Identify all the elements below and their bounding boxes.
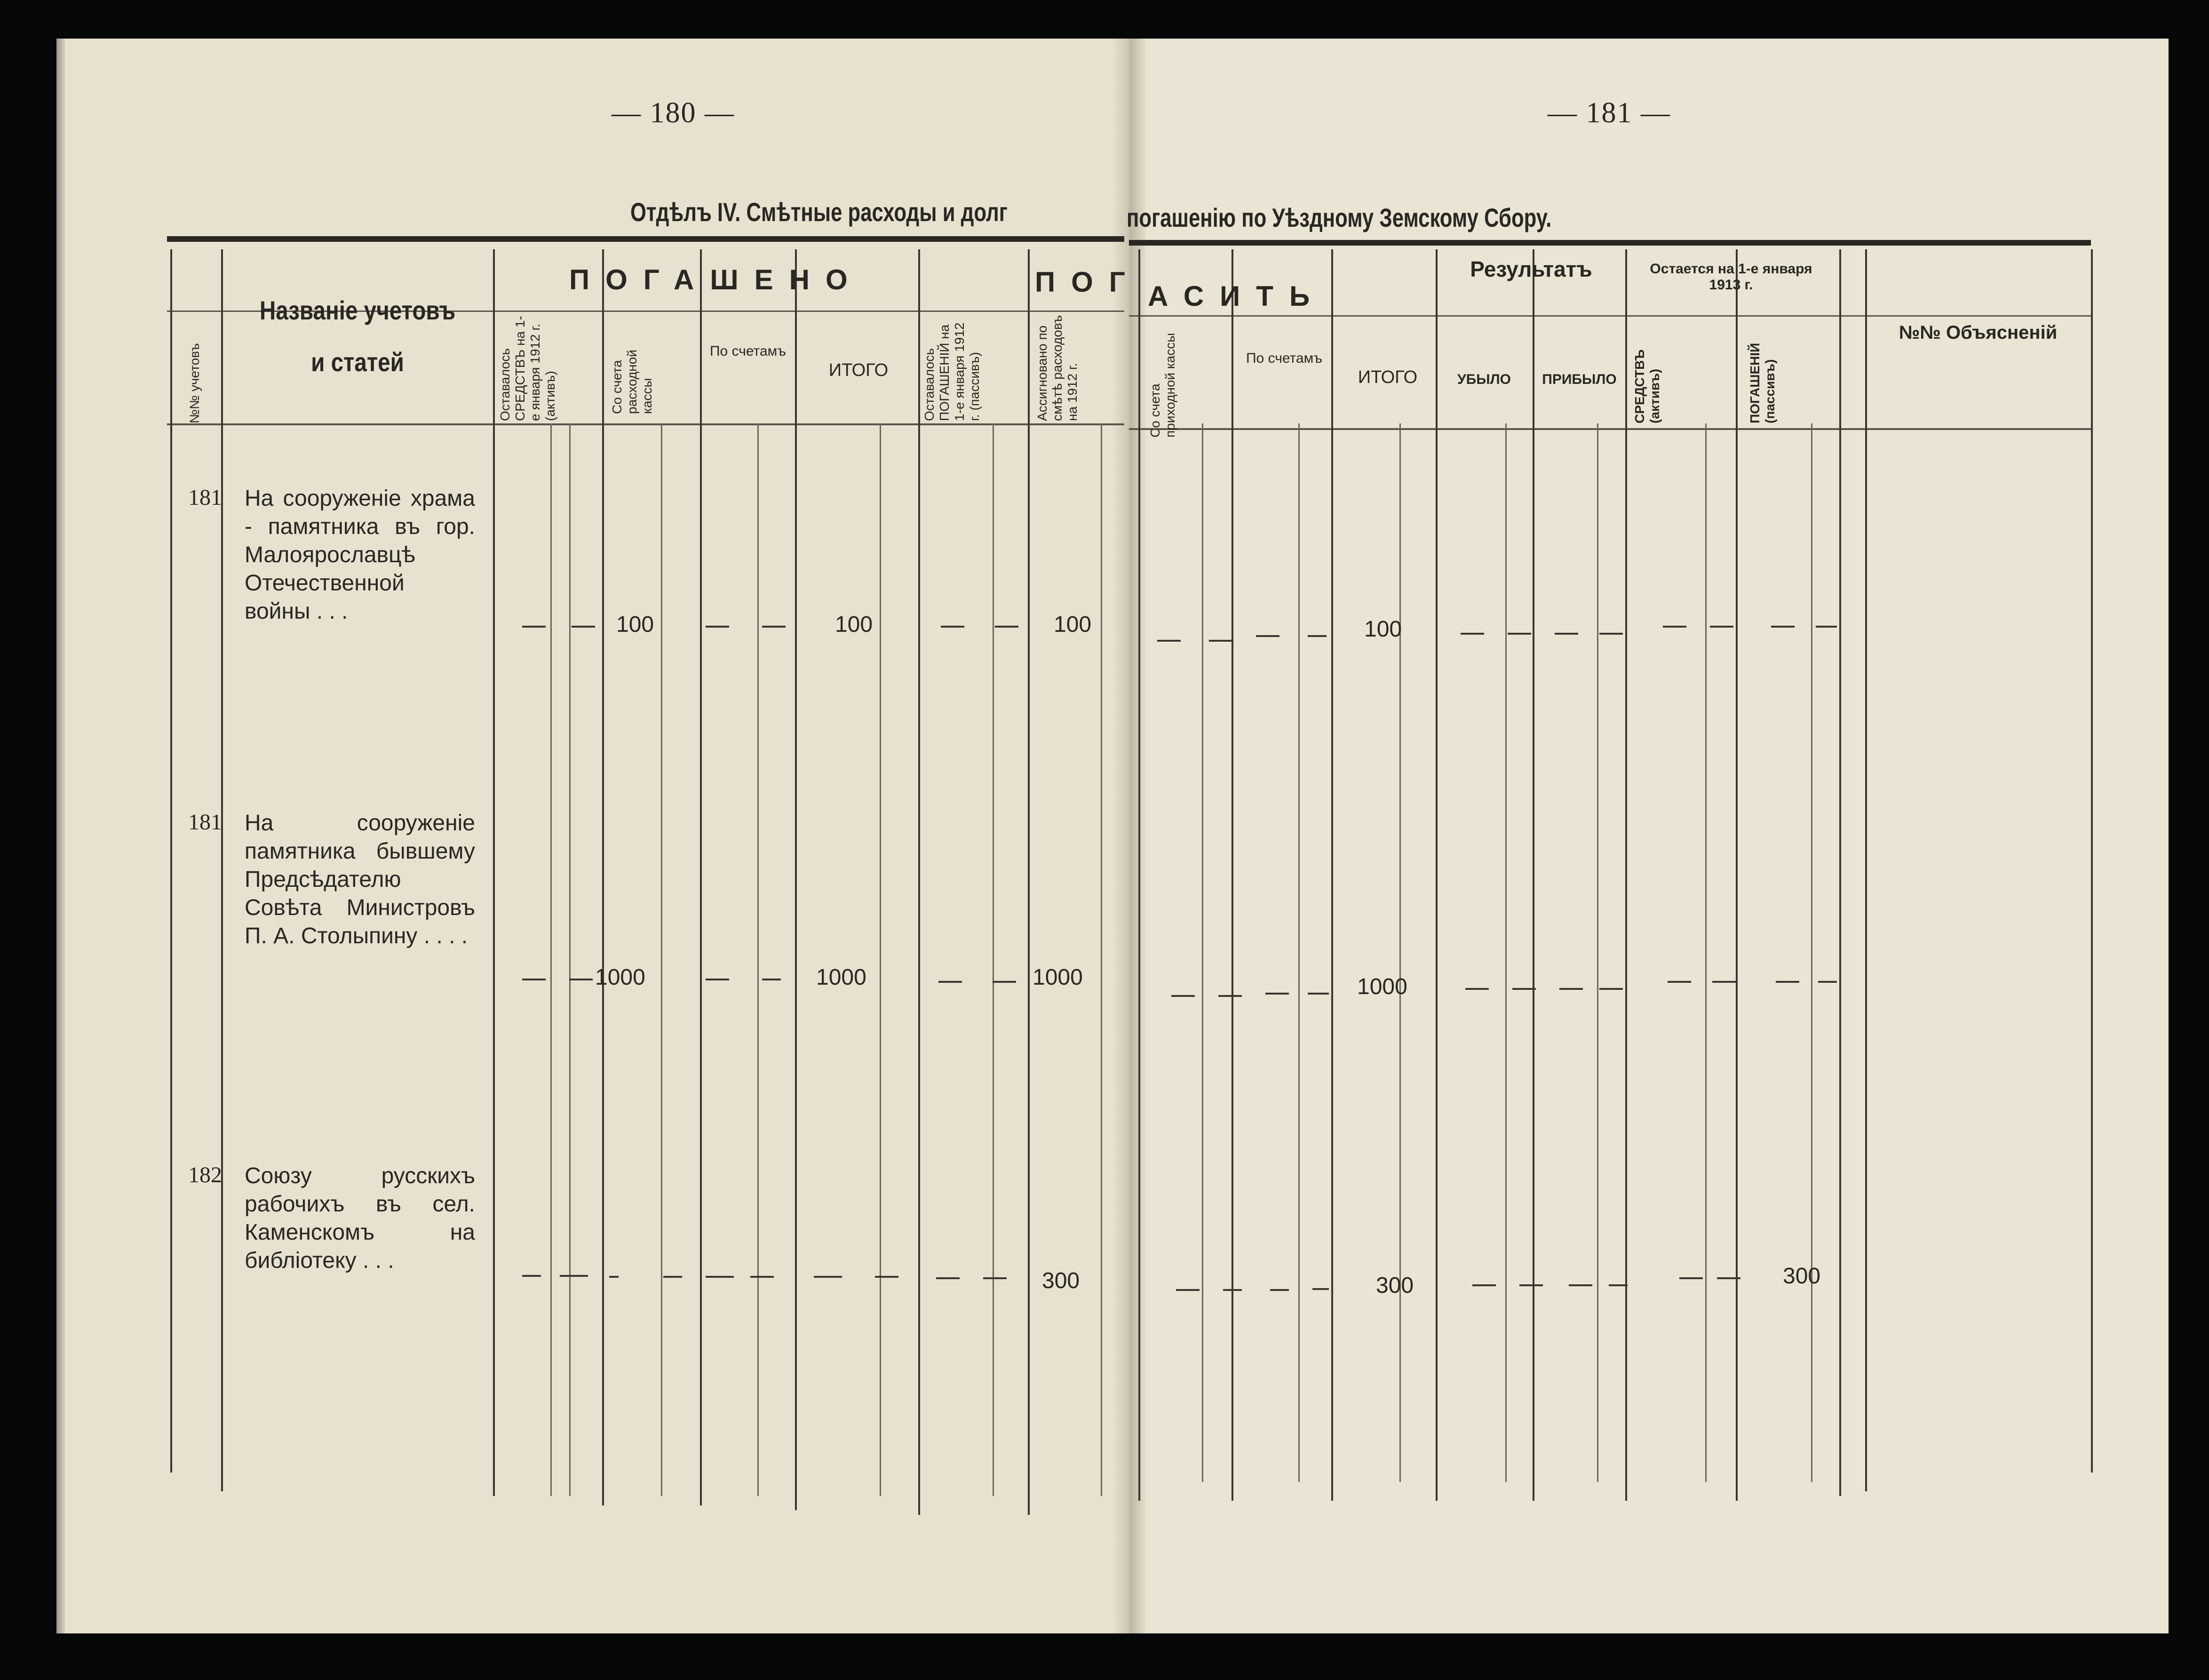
column-rule xyxy=(1865,249,1867,1491)
kopeck-rule xyxy=(1202,423,1203,1482)
empty-value-dash xyxy=(1461,633,1484,635)
row-title: На сооруженіе храма - памятника въ гор. Малоярославцѣ Отечественной войны . . . xyxy=(245,486,475,624)
row-to-pay-total: 1000 xyxy=(1357,974,1407,999)
sub-assigned: Ассигновано по смѣтѣ расходовъ на 1912 г. xyxy=(1035,315,1080,421)
row-to-pay-total: 100 xyxy=(1364,617,1402,642)
empty-value-dash xyxy=(706,626,729,628)
sub-cashbox: Со счета расходной кассы xyxy=(610,350,654,414)
empty-value-dash xyxy=(1668,981,1691,983)
sub-decreased: УБЫЛО xyxy=(1457,372,1511,387)
empty-value-dash xyxy=(814,1276,842,1278)
empty-value-dash xyxy=(941,626,964,628)
empty-value-dash xyxy=(1599,988,1623,990)
empty-value-dash xyxy=(1171,995,1195,997)
page-number-right: — 181 — xyxy=(1548,97,1671,129)
empty-value-dash xyxy=(1256,635,1279,637)
column-rule xyxy=(1232,249,1233,1501)
empty-value-dash xyxy=(1308,993,1329,995)
empty-value-dash xyxy=(1776,981,1799,983)
empty-value-dash xyxy=(1599,633,1623,635)
kopeck-rule xyxy=(993,423,994,1496)
sub-income-cash: Со счета приходной кассы xyxy=(1148,333,1177,438)
kopeck-rule xyxy=(1399,423,1401,1482)
kopeck-rule xyxy=(1101,423,1102,1496)
empty-value-dash xyxy=(522,626,546,628)
column-rule xyxy=(1625,249,1627,1501)
empty-value-dash xyxy=(1679,1277,1703,1279)
empty-value-dash xyxy=(983,1277,1007,1279)
group-result: Результатъ xyxy=(1470,257,1592,281)
sub-bills-right: По счетамъ xyxy=(1246,350,1323,366)
empty-value-dash xyxy=(1717,1277,1740,1279)
empty-value-dash xyxy=(1465,988,1489,990)
kopeck-rule xyxy=(550,423,552,1496)
column-rule xyxy=(1331,249,1333,1501)
empty-value-dash xyxy=(995,626,1018,628)
row-to-pay-total: 300 xyxy=(1376,1273,1414,1298)
kopeck-rule xyxy=(1597,423,1598,1482)
empty-value-dash xyxy=(1555,633,1578,635)
empty-value-dash xyxy=(1771,626,1795,628)
header-bottom-rule xyxy=(1129,428,2091,430)
empty-value-dash xyxy=(1270,1289,1289,1291)
row-paid-cashbox: 100 xyxy=(616,612,654,637)
column-rule xyxy=(1138,249,1140,1501)
column-rule xyxy=(602,249,604,1505)
column-rule xyxy=(2091,249,2093,1473)
row-paid-cashbox: 1000 xyxy=(595,965,645,990)
empty-value-dash xyxy=(762,979,781,980)
row-assigned: 100 xyxy=(1054,612,1092,637)
empty-value-dash xyxy=(1508,633,1531,635)
col-title: Названіе учетовъ xyxy=(259,295,456,325)
group-paid: ПОГАШЕНО xyxy=(569,264,864,295)
kopeck-rule xyxy=(1811,423,1812,1482)
empty-value-dash xyxy=(1218,995,1242,997)
col-title-2: и статей xyxy=(311,347,404,377)
top-rule-right xyxy=(1129,240,2091,246)
row-number: 181 xyxy=(188,810,222,835)
header-right: погашенію по Уѣздному Земскому Сбору. xyxy=(1127,203,1552,232)
empty-value-dash xyxy=(1312,1288,1329,1290)
row-assigned: 1000 xyxy=(1033,965,1083,990)
kopeck-rule xyxy=(757,423,759,1496)
empty-value-dash xyxy=(706,979,729,980)
row-title: Союзу русскихъ рабочихъ въ сел. Каменскомъ на библіотеку . . . xyxy=(245,1163,475,1273)
row-number: 182 xyxy=(188,1162,222,1187)
empty-value-dash xyxy=(936,1277,960,1279)
sub-repayments: ПОГАШЕНІЙ (пассивъ) xyxy=(1748,342,1777,423)
top-rule-left xyxy=(167,236,1124,242)
empty-value-dash xyxy=(560,1275,588,1277)
empty-value-dash xyxy=(1609,1284,1628,1286)
empty-value-dash xyxy=(1569,1284,1592,1286)
column-rule xyxy=(700,249,702,1505)
sub-bills: По счетамъ xyxy=(709,343,787,359)
empty-value-dash xyxy=(993,981,1016,983)
row-assigned: 300 xyxy=(1042,1268,1080,1293)
empty-value-dash xyxy=(762,626,786,628)
empty-value-dash xyxy=(1816,626,1837,628)
col-explanations: №№ Объясненій xyxy=(1899,322,2058,343)
empty-value-dash xyxy=(1559,988,1583,990)
empty-value-dash xyxy=(1308,635,1327,637)
empty-value-dash xyxy=(1472,1284,1496,1286)
kopeck-rule xyxy=(880,423,881,1496)
group-remains: Остается на 1-е января 1913 г. xyxy=(1650,261,1812,293)
empty-value-dash xyxy=(1512,988,1536,990)
column-rule xyxy=(1028,249,1030,1515)
row-paid-total: 1000 xyxy=(816,965,866,990)
page-edge xyxy=(56,39,65,1633)
empty-value-dash xyxy=(522,979,546,980)
column-rule xyxy=(1839,249,1841,1496)
header-bottom-rule xyxy=(167,423,1124,425)
kopeck-rule xyxy=(569,423,571,1496)
row-remains-repayments: 300 xyxy=(1783,1264,1821,1289)
row-title: На сооруженіе памятника бывшему Предсѣдателю Совѣта Министровъ П. А. Столыпину . . . . xyxy=(245,811,475,948)
empty-value-dash xyxy=(663,1276,682,1278)
kopeck-rule xyxy=(1298,423,1300,1482)
empty-value-dash xyxy=(938,981,962,983)
empty-value-dash xyxy=(1663,626,1686,628)
header-subrule xyxy=(1129,315,2091,317)
empty-value-dash xyxy=(1710,626,1733,628)
empty-value-dash xyxy=(522,1275,541,1277)
empty-value-dash xyxy=(572,626,595,628)
sub-total-right: ИТОГО xyxy=(1358,367,1418,387)
header-left: Отдѣлъ IV. Смѣтные расходы и долг xyxy=(630,197,1008,227)
empty-value-dash xyxy=(706,1276,734,1278)
column-rule xyxy=(1533,249,1534,1501)
column-rule xyxy=(918,249,920,1515)
empty-value-dash xyxy=(569,979,593,980)
empty-value-dash xyxy=(1223,1289,1242,1291)
empty-value-dash xyxy=(750,1276,774,1278)
sub-remaining-funds: Оставалось СРЕДСТВЪ на 1-е января 1912 г. (активъ) xyxy=(498,316,557,421)
sub-funds: СРЕДСТВЪ (активъ) xyxy=(1632,349,1662,423)
column-rule xyxy=(1736,249,1738,1501)
row-number: 181 xyxy=(188,485,222,510)
column-rule xyxy=(221,249,223,1491)
kopeck-rule xyxy=(1705,423,1707,1482)
group-to-pay-rest: АСИТЬ xyxy=(1148,280,1326,312)
empty-value-dash xyxy=(609,1276,619,1278)
column-rule xyxy=(170,249,172,1473)
kopeck-rule xyxy=(1505,423,1507,1482)
kopeck-rule xyxy=(661,423,662,1496)
empty-value-dash xyxy=(1176,1289,1200,1291)
col-account-no: №№ учетовъ xyxy=(187,343,202,423)
row-paid-total: 100 xyxy=(835,612,873,637)
column-rule xyxy=(1436,249,1438,1501)
empty-value-dash xyxy=(1157,640,1181,642)
empty-value-dash xyxy=(1712,981,1736,983)
empty-value-dash xyxy=(875,1276,898,1278)
sub-increased: ПРИБЫЛО xyxy=(1542,372,1617,387)
group-to-pay-part: ПОГ xyxy=(1035,266,1141,298)
empty-value-dash xyxy=(1209,640,1232,642)
sub-remaining-debts: Оставалось ПОГАШЕНІЙ на 1-е января 1912 г. (пассивъ) xyxy=(922,322,982,421)
column-rule xyxy=(493,249,495,1496)
column-rule xyxy=(795,249,797,1510)
empty-value-dash xyxy=(1265,993,1289,995)
page-number-left: — 180 — xyxy=(612,97,735,129)
empty-value-dash xyxy=(1519,1284,1543,1286)
empty-value-dash xyxy=(1818,981,1837,983)
sub-total: ИТОГО xyxy=(828,360,889,380)
